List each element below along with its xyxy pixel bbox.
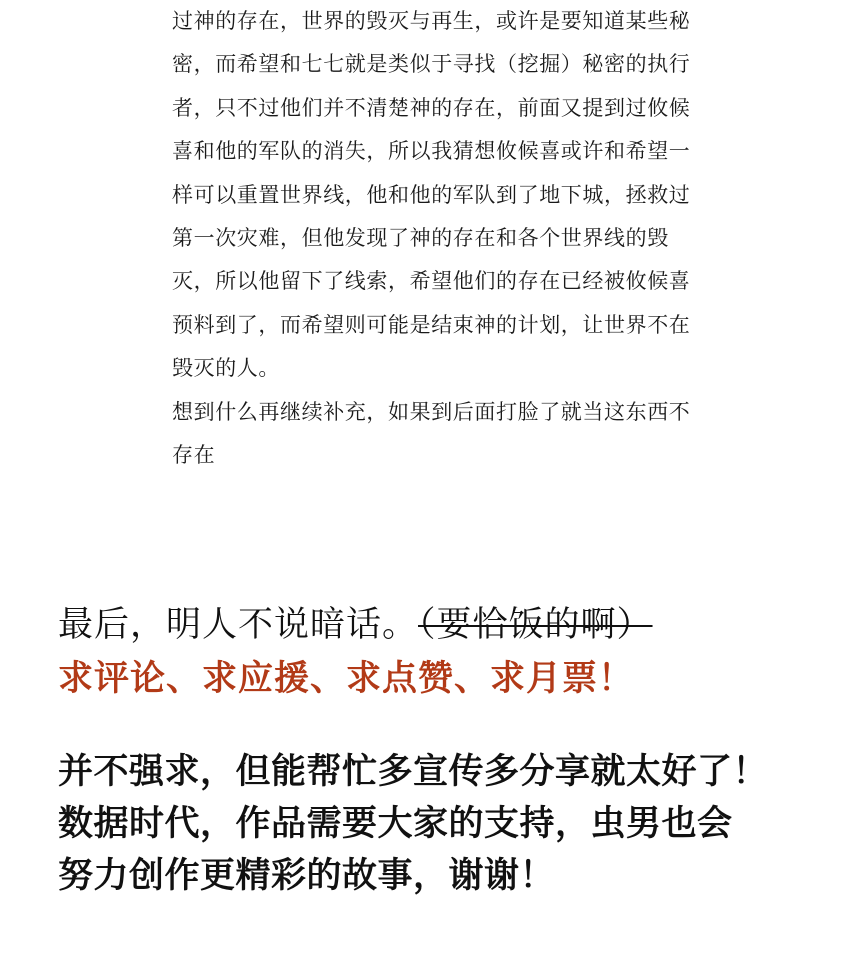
comment-line: 存在 (172, 443, 216, 468)
support-line: 努力创作更精彩的故事，谢谢！ (58, 856, 556, 896)
comment-line: 喜和他的军队的消失，所以我猜想攸候喜或许和希望一 (172, 139, 691, 164)
author-closing-note (58, 598, 838, 706)
comment-line: 预料到了，而希望则可能是结束神的计划，让世界不在 (172, 312, 691, 337)
comment-line: 想到什么再继续补充，如果到后面打脸了就当这东西不 (172, 399, 691, 424)
closing-lead-line (58, 598, 838, 652)
reader-comment (172, 0, 742, 477)
support-line: 并不强求，但能帮忙多宣传多分享就太好了！ (58, 752, 769, 792)
comment-line: 灭，所以他留下了线索，希望他们的存在已经被攸候喜 (172, 269, 691, 294)
comment-line: 样可以重置世界线，他和他的军队到了地下城，拯救过 (172, 182, 691, 207)
support-message (58, 746, 838, 902)
struck-aside-text: （要恰饭的啊） (418, 605, 653, 645)
comment-line: 过神的存在，世界的毁灭与再生，或许是要知道某些秘 (172, 9, 691, 33)
comment-line: 者，只不过他们并不清楚神的存在，前面又提到过攸候 (172, 95, 691, 120)
comment-line: 密，而希望和七七就是类似于寻找（挖掘）秘密的执行 (172, 52, 691, 77)
comment-line: 毁灭的人。 (172, 356, 280, 381)
support-appeal-text: 求评论、求应援、求点赞、求月票！ (58, 659, 635, 699)
comment-line: 第一次灾难，但他发现了神的存在和各个世界线的毁 (172, 226, 669, 251)
support-line: 数据时代，作品需要大家的支持，虫男也会 (58, 804, 733, 844)
closing-lead-text: 最后，明人不说暗话。 (58, 605, 419, 645)
